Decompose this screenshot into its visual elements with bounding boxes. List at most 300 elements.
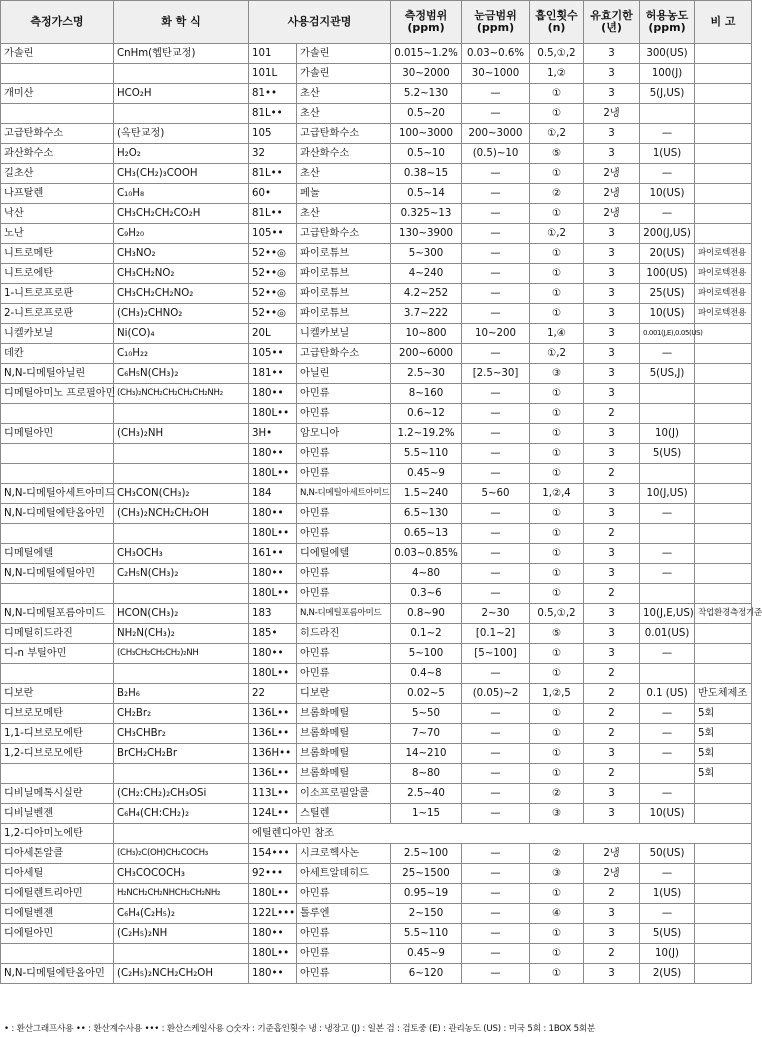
cell-tube-name: 아민류 bbox=[297, 444, 391, 464]
table-row bbox=[1, 344, 752, 364]
cell-measure-range: 0.3~6 bbox=[391, 584, 462, 604]
cell-gas-name: 데칸 bbox=[1, 344, 114, 364]
cell-gas-name bbox=[1, 64, 114, 84]
cell-allowable-conc: — bbox=[640, 644, 695, 664]
cell-remarks: 파이로텍전용 bbox=[695, 244, 752, 264]
table-row bbox=[1, 144, 752, 164]
cell-formula bbox=[114, 444, 249, 464]
cell-formula: HCON(CH₃)₂ bbox=[114, 604, 249, 624]
cell-shelf-life: 3 bbox=[584, 224, 640, 244]
cell-pump-strokes: 0.5,①,2 bbox=[530, 44, 584, 64]
cell-shelf-life: 3 bbox=[584, 744, 640, 764]
cell-scale-range: — bbox=[462, 844, 530, 864]
cell-shelf-life: 3 bbox=[584, 144, 640, 164]
cell-measure-range: 10~800 bbox=[391, 324, 462, 344]
cell-gas-name: 디에틸렌트리아민 bbox=[1, 884, 114, 904]
cell-scale-range: 2~30 bbox=[462, 604, 530, 624]
cell-formula: Ni(CO)₄ bbox=[114, 324, 249, 344]
cell-formula: BrCH₂CH₂Br bbox=[114, 744, 249, 764]
cell-pump-strokes: ①,2 bbox=[530, 124, 584, 144]
cell-tube-name: 브롬화메틸 bbox=[297, 764, 391, 784]
cell-tube-name: 아민류 bbox=[297, 384, 391, 404]
table-row bbox=[1, 544, 752, 564]
cell-shelf-life: 3 bbox=[584, 644, 640, 664]
cell-pump-strokes: ⑤ bbox=[530, 144, 584, 164]
cell-tube-name: 파이로튜브 bbox=[297, 244, 391, 264]
cell-formula: CH₂Br₂ bbox=[114, 704, 249, 724]
cell-gas-name: N,N-디메틸포름아미드 bbox=[1, 604, 114, 624]
cell-pump-strokes: ① bbox=[530, 204, 584, 224]
cell-pump-strokes: ① bbox=[530, 644, 584, 664]
cell-remarks bbox=[695, 804, 752, 824]
cell-scale-range: 5~60 bbox=[462, 484, 530, 504]
cell-shelf-life: 3 bbox=[584, 304, 640, 324]
cell-measure-range: 30~2000 bbox=[391, 64, 462, 84]
cell-tube-name: 파이로튜브 bbox=[297, 304, 391, 324]
cell-pump-strokes: ① bbox=[530, 504, 584, 524]
cell-allowable-conc: — bbox=[640, 544, 695, 564]
cell-tube-no: 52••◎ bbox=[249, 264, 297, 284]
cell-remarks: 파이로텍전용 bbox=[695, 284, 752, 304]
cell-tube-no: 180•• bbox=[249, 924, 297, 944]
cell-pump-strokes: 0.5,①,2 bbox=[530, 604, 584, 624]
cell-tube-no: 52••◎ bbox=[249, 244, 297, 264]
cell-tube-name: 디에틸에텔 bbox=[297, 544, 391, 564]
table-row bbox=[1, 224, 752, 244]
cell-scale-range: 10~200 bbox=[462, 324, 530, 344]
table-row bbox=[1, 444, 752, 464]
cell-scale-range: — bbox=[462, 744, 530, 764]
cell-shelf-life: 3 bbox=[584, 84, 640, 104]
cell-measure-range: 0.03~0.85% bbox=[391, 544, 462, 564]
cell-tube-name: 고급탄화수소 bbox=[297, 124, 391, 144]
cell-gas-name: N,N-디메틸에탄올아민 bbox=[1, 504, 114, 524]
cell-measure-range: 8~80 bbox=[391, 764, 462, 784]
table-row bbox=[1, 184, 752, 204]
table-row bbox=[1, 504, 752, 524]
table-row bbox=[1, 244, 752, 264]
table-row bbox=[1, 124, 752, 144]
header-tube-name: 사용검지관명 bbox=[249, 1, 391, 44]
cell-scale-range: — bbox=[462, 304, 530, 324]
cell-pump-strokes: ① bbox=[530, 84, 584, 104]
cell-measure-range: 0.4~8 bbox=[391, 664, 462, 684]
cell-measure-range: 2.5~100 bbox=[391, 844, 462, 864]
cell-formula: C₆H₅N(CH₃)₂ bbox=[114, 364, 249, 384]
cell-formula: B₂H₆ bbox=[114, 684, 249, 704]
cell-allowable-conc bbox=[640, 524, 695, 544]
cell-measure-range: 0.325~13 bbox=[391, 204, 462, 224]
cell-shelf-life: 3 bbox=[584, 244, 640, 264]
cell-allowable-conc: — bbox=[640, 344, 695, 364]
cell-remarks bbox=[695, 184, 752, 204]
cell-shelf-life: 3 bbox=[584, 484, 640, 504]
table-row bbox=[1, 204, 752, 224]
cell-pump-strokes: ③ bbox=[530, 804, 584, 824]
cell-tube-no: 20L bbox=[249, 324, 297, 344]
cell-gas-name: 니트로에탄 bbox=[1, 264, 114, 284]
cell-tube-no: 180•• bbox=[249, 384, 297, 404]
cell-tube-name: 스틸렌 bbox=[297, 804, 391, 824]
cell-remarks: 파이로텍전용 bbox=[695, 304, 752, 324]
cell-remarks bbox=[695, 564, 752, 584]
cell-tube-name: 고급탄화수소 bbox=[297, 224, 391, 244]
cell-shelf-life: 2냉 bbox=[584, 164, 640, 184]
cell-allowable-conc: — bbox=[640, 564, 695, 584]
cell-remarks bbox=[695, 844, 752, 864]
cell-tube-name: 고급탄화수소 bbox=[297, 344, 391, 364]
cell-pump-strokes: ① bbox=[530, 264, 584, 284]
cell-measure-range: 1.2~19.2% bbox=[391, 424, 462, 444]
cell-shelf-life: 2 bbox=[584, 684, 640, 704]
cell-tube-no: 81L•• bbox=[249, 104, 297, 124]
cell-tube-name: 파이로튜브 bbox=[297, 284, 391, 304]
cell-measure-range: 0.5~10 bbox=[391, 144, 462, 164]
cell-scale-range: — bbox=[462, 464, 530, 484]
cell-remarks bbox=[695, 404, 752, 424]
cell-formula: C₉H₂₀ bbox=[114, 224, 249, 244]
cell-allowable-conc: — bbox=[640, 724, 695, 744]
cell-formula: (CH₃)₂NH bbox=[114, 424, 249, 444]
cell-pump-strokes: ① bbox=[530, 724, 584, 744]
cell-formula bbox=[114, 944, 249, 964]
cell-shelf-life: 2 bbox=[584, 464, 640, 484]
cell-gas-name: N,N-디메틸아닐린 bbox=[1, 364, 114, 384]
cell-shelf-life: 3 bbox=[584, 804, 640, 824]
cell-shelf-life: 3 bbox=[584, 444, 640, 464]
cell-shelf-life: 3 bbox=[584, 324, 640, 344]
cell-pump-strokes: ① bbox=[530, 244, 584, 264]
cell-measure-range: 0.45~9 bbox=[391, 944, 462, 964]
cell-formula: CnHm(헵탄교정) bbox=[114, 44, 249, 64]
cell-gas-name bbox=[1, 104, 114, 124]
table-row bbox=[1, 924, 752, 944]
cell-shelf-life: 3 bbox=[584, 284, 640, 304]
cell-formula: C₁₀H₈ bbox=[114, 184, 249, 204]
cell-pump-strokes: ① bbox=[530, 384, 584, 404]
table-row bbox=[1, 284, 752, 304]
cell-allowable-conc: 100(US) bbox=[640, 264, 695, 284]
table-row bbox=[1, 664, 752, 684]
cell-tube-name: 암모니아 bbox=[297, 424, 391, 444]
table-row bbox=[1, 424, 752, 444]
cell-pump-strokes: ① bbox=[530, 884, 584, 904]
cell-formula: (CH₃)₂CHNO₂ bbox=[114, 304, 249, 324]
cell-scale-range: — bbox=[462, 904, 530, 924]
cell-remarks bbox=[695, 204, 752, 224]
cell-gas-name: 디메틸아민 bbox=[1, 424, 114, 444]
cell-scale-range: — bbox=[462, 224, 530, 244]
table-row bbox=[1, 404, 752, 424]
cell-shelf-life: 3 bbox=[584, 344, 640, 364]
table-row bbox=[1, 384, 752, 404]
cell-pump-strokes: ① bbox=[530, 704, 584, 724]
cell-allowable-conc: 1(US) bbox=[640, 884, 695, 904]
cell-scale-range: [0.1~2] bbox=[462, 624, 530, 644]
cell-remarks bbox=[695, 464, 752, 484]
cell-tube-name: 브롬화메틸 bbox=[297, 724, 391, 744]
cell-measure-range: 6.5~130 bbox=[391, 504, 462, 524]
cell-tube-no: 122L••• bbox=[249, 904, 297, 924]
cell-allowable-conc: 20(US) bbox=[640, 244, 695, 264]
cell-tube-name: 초산 bbox=[297, 104, 391, 124]
cell-tube-no: 101 bbox=[249, 44, 297, 64]
cell-measure-range: 0.65~13 bbox=[391, 524, 462, 544]
cell-allowable-conc: 5(US) bbox=[640, 444, 695, 464]
cell-formula: CH₃CH₂CH₂NO₂ bbox=[114, 284, 249, 304]
cell-tube-name: 이소프로필알콜 bbox=[297, 784, 391, 804]
cell-tube-name: 파이로튜브 bbox=[297, 264, 391, 284]
table-row bbox=[1, 624, 752, 644]
table-row bbox=[1, 904, 752, 924]
cell-allowable-conc: 0.1 (US) bbox=[640, 684, 695, 704]
cell-measure-range: 0.015~1.2% bbox=[391, 44, 462, 64]
cell-formula bbox=[114, 824, 249, 844]
cell-allowable-conc: 0.01(US) bbox=[640, 624, 695, 644]
cell-remarks bbox=[695, 164, 752, 184]
cell-formula: HCO₂H bbox=[114, 84, 249, 104]
cell-formula: CH₃CH₂CH₂CO₂H bbox=[114, 204, 249, 224]
cell-tube-name: 아민류 bbox=[297, 884, 391, 904]
cell-scale-range: — bbox=[462, 264, 530, 284]
cell-scale-range: — bbox=[462, 184, 530, 204]
cell-measure-range: 4.2~252 bbox=[391, 284, 462, 304]
table-row bbox=[1, 884, 752, 904]
cell-tube-name: 아민류 bbox=[297, 644, 391, 664]
cell-shelf-life: 3 bbox=[584, 504, 640, 524]
table-row bbox=[1, 824, 752, 844]
cell-allowable-conc: 10(US) bbox=[640, 184, 695, 204]
cell-tube-no: 105 bbox=[249, 124, 297, 144]
cell-remarks bbox=[695, 484, 752, 504]
cell-remarks bbox=[695, 644, 752, 664]
cell-scale-range: — bbox=[462, 884, 530, 904]
cell-gas-name: N,N-디메틸아세트아미드 bbox=[1, 484, 114, 504]
cell-tube-name: N,N-디메틸아세트아미드 bbox=[297, 484, 391, 504]
cell-tube-no: 180L•• bbox=[249, 664, 297, 684]
cell-measure-range: 8~160 bbox=[391, 384, 462, 404]
cell-allowable-conc: 10(J) bbox=[640, 424, 695, 444]
cell-formula: CH₃CHBr₂ bbox=[114, 724, 249, 744]
cell-measure-range: 5~100 bbox=[391, 644, 462, 664]
cell-formula bbox=[114, 104, 249, 124]
cell-gas-name: 1,1-디브로모에탄 bbox=[1, 724, 114, 744]
cell-shelf-life: 3 bbox=[584, 264, 640, 284]
cell-allowable-conc: 10(J,E,US) bbox=[640, 604, 695, 624]
cell-remarks bbox=[695, 104, 752, 124]
cell-pump-strokes: ① bbox=[530, 944, 584, 964]
cell-tube-no: 81L•• bbox=[249, 164, 297, 184]
cell-scale-range: 200~3000 bbox=[462, 124, 530, 144]
cell-shelf-life: 2냉 bbox=[584, 864, 640, 884]
cell-shelf-life: 3 bbox=[584, 544, 640, 564]
cell-gas-name bbox=[1, 664, 114, 684]
cell-tube-no: 136L•• bbox=[249, 704, 297, 724]
cell-remarks: 5회 bbox=[695, 724, 752, 744]
cell-allowable-conc bbox=[640, 464, 695, 484]
cell-allowable-conc bbox=[640, 764, 695, 784]
table-row bbox=[1, 804, 752, 824]
cell-shelf-life: 3 bbox=[584, 364, 640, 384]
cell-shelf-life: 2 bbox=[584, 404, 640, 424]
cell-remarks bbox=[695, 904, 752, 924]
cell-remarks bbox=[695, 144, 752, 164]
cell-measure-range: 0.38~15 bbox=[391, 164, 462, 184]
cell-tube-no: 180•• bbox=[249, 964, 297, 984]
table-body bbox=[1, 44, 762, 984]
cell-measure-range: 100~3000 bbox=[391, 124, 462, 144]
cell-scale-range: — bbox=[462, 784, 530, 804]
table-row bbox=[1, 704, 752, 724]
table-row bbox=[1, 864, 752, 884]
cell-scale-range: — bbox=[462, 444, 530, 464]
cell-allowable-conc: 25(US) bbox=[640, 284, 695, 304]
header-scale-range: 눈금범위 (ppm) bbox=[462, 1, 530, 44]
cell-scale-range: — bbox=[462, 924, 530, 944]
cell-tube-no: 52••◎ bbox=[249, 304, 297, 324]
cell-tube-name: 아민류 bbox=[297, 464, 391, 484]
table-row bbox=[1, 64, 752, 84]
table-row bbox=[1, 964, 752, 984]
cell-measure-range: 14~210 bbox=[391, 744, 462, 764]
cell-allowable-conc bbox=[640, 584, 695, 604]
cell-tube-no: 180L•• bbox=[249, 404, 297, 424]
header-remarks: 비 고 bbox=[695, 1, 752, 44]
table-row bbox=[1, 104, 752, 124]
cell-measure-range: 2~150 bbox=[391, 904, 462, 924]
table-row bbox=[1, 264, 752, 284]
cell-remarks bbox=[695, 504, 752, 524]
cell-shelf-life: 2 bbox=[584, 724, 640, 744]
cell-scale-range: (0.5)~10 bbox=[462, 144, 530, 164]
cell-measure-range: 5.5~110 bbox=[391, 924, 462, 944]
cell-measure-range: 5.5~110 bbox=[391, 444, 462, 464]
cell-allowable-conc: 10(US) bbox=[640, 304, 695, 324]
cell-gas-name: 디메틸히드라진 bbox=[1, 624, 114, 644]
cell-measure-range: 1~15 bbox=[391, 804, 462, 824]
cell-remarks bbox=[695, 124, 752, 144]
cell-formula: (옥탄교정) bbox=[114, 124, 249, 144]
cell-shelf-life: 2 bbox=[584, 584, 640, 604]
cell-gas-name: 가솔린 bbox=[1, 44, 114, 64]
header-shelf-life: 유효기한 (년) bbox=[584, 1, 640, 44]
cell-remarks bbox=[695, 44, 752, 64]
cell-scale-range: — bbox=[462, 204, 530, 224]
header-measure-range: 측정범위 (ppm) bbox=[391, 1, 462, 44]
cell-gas-name: N,N-디메틸에틸아민 bbox=[1, 564, 114, 584]
cell-pump-strokes: ⑤ bbox=[530, 624, 584, 644]
cell-tube-no: 81•• bbox=[249, 84, 297, 104]
cell-tube-name: 니켈카보닐 bbox=[297, 324, 391, 344]
cell-tube-no: 183 bbox=[249, 604, 297, 624]
cell-measure-range: 130~3900 bbox=[391, 224, 462, 244]
cell-allowable-conc bbox=[640, 104, 695, 124]
cell-tube-no: 105•• bbox=[249, 224, 297, 244]
cell-allowable-conc: 100(J) bbox=[640, 64, 695, 84]
cell-pump-strokes: ①,2 bbox=[530, 224, 584, 244]
cell-tube-name: 히드라진 bbox=[297, 624, 391, 644]
cell-tube-no: 136H•• bbox=[249, 744, 297, 764]
cell-pump-strokes: ① bbox=[530, 664, 584, 684]
cell-shelf-life: 3 bbox=[584, 624, 640, 644]
cell-tube-no: 180L•• bbox=[249, 944, 297, 964]
cell-shelf-life: 2 bbox=[584, 944, 640, 964]
cell-tube-name: 아민류 bbox=[297, 584, 391, 604]
cell-pump-strokes: ① bbox=[530, 524, 584, 544]
cell-tube-no: 22 bbox=[249, 684, 297, 704]
table-row bbox=[1, 764, 752, 784]
cell-formula: CH₃NO₂ bbox=[114, 244, 249, 264]
cell-gas-name: 개미산 bbox=[1, 84, 114, 104]
cell-measure-range: 0.45~9 bbox=[391, 464, 462, 484]
cell-measure-range: 4~240 bbox=[391, 264, 462, 284]
cell-scale-range: (0.05)~2 bbox=[462, 684, 530, 704]
cell-remarks: 5회 bbox=[695, 764, 752, 784]
cell-remarks bbox=[695, 524, 752, 544]
cell-shelf-life: 3 bbox=[584, 424, 640, 444]
cell-gas-name: 노난 bbox=[1, 224, 114, 244]
cell-shelf-life: 3 bbox=[584, 64, 640, 84]
cell-gas-name: 니켈카보닐 bbox=[1, 324, 114, 344]
cell-shelf-life: 2 bbox=[584, 764, 640, 784]
cell-remarks: 5회 bbox=[695, 704, 752, 724]
cell-measure-range: 3.7~222 bbox=[391, 304, 462, 324]
cell-shelf-life: 3 bbox=[584, 784, 640, 804]
cell-measure-range: 7~70 bbox=[391, 724, 462, 744]
table-row bbox=[1, 604, 752, 624]
cell-tube-name: 아민류 bbox=[297, 524, 391, 544]
cell-shelf-life: 3 bbox=[584, 44, 640, 64]
cell-pump-strokes: ② bbox=[530, 184, 584, 204]
cell-gas-name: 니트로메탄 bbox=[1, 244, 114, 264]
cell-allowable-conc: — bbox=[640, 504, 695, 524]
cell-pump-strokes: ① bbox=[530, 444, 584, 464]
cell-gas-name: 길초산 bbox=[1, 164, 114, 184]
cell-tube-no: 181•• bbox=[249, 364, 297, 384]
cell-remarks bbox=[695, 324, 752, 344]
header-formula: 화 학 식 bbox=[114, 1, 249, 44]
cell-tube-name: 아민류 bbox=[297, 564, 391, 584]
cell-tube-name: 브롬화메틸 bbox=[297, 744, 391, 764]
cell-remarks bbox=[695, 544, 752, 564]
cell-pump-strokes: ② bbox=[530, 784, 584, 804]
cell-measure-range: 25~1500 bbox=[391, 864, 462, 884]
cell-pump-strokes: ① bbox=[530, 964, 584, 984]
cell-scale-range: — bbox=[462, 404, 530, 424]
cell-scale-range: — bbox=[462, 564, 530, 584]
cell-gas-name: 1-니트로프로판 bbox=[1, 284, 114, 304]
cell-shelf-life: 2냉 bbox=[584, 844, 640, 864]
cell-tube-no: 60• bbox=[249, 184, 297, 204]
cell-scale-range: — bbox=[462, 164, 530, 184]
cell-formula: C₁₀H₂₂ bbox=[114, 344, 249, 364]
cell-pump-strokes: ① bbox=[530, 584, 584, 604]
cell-scale-range: — bbox=[462, 764, 530, 784]
cell-formula bbox=[114, 524, 249, 544]
cell-measure-range: 0.6~12 bbox=[391, 404, 462, 424]
cell-remarks bbox=[695, 444, 752, 464]
cell-formula: CH₃OCH₃ bbox=[114, 544, 249, 564]
cell-tube-no: 136L•• bbox=[249, 764, 297, 784]
cell-gas-name bbox=[1, 404, 114, 424]
cell-formula: (CH₃)₂NCH₂CH₂OH bbox=[114, 504, 249, 524]
cell-pump-strokes: ③ bbox=[530, 864, 584, 884]
header-gas-name: 측정가스명 bbox=[1, 1, 114, 44]
cell-pump-strokes: 1,②,5 bbox=[530, 684, 584, 704]
cell-measure-range: 0.5~20 bbox=[391, 104, 462, 124]
cell-tube-no: 52••◎ bbox=[249, 284, 297, 304]
cell-gas-name: 디메틸아미노 프로필아민 bbox=[1, 384, 114, 404]
